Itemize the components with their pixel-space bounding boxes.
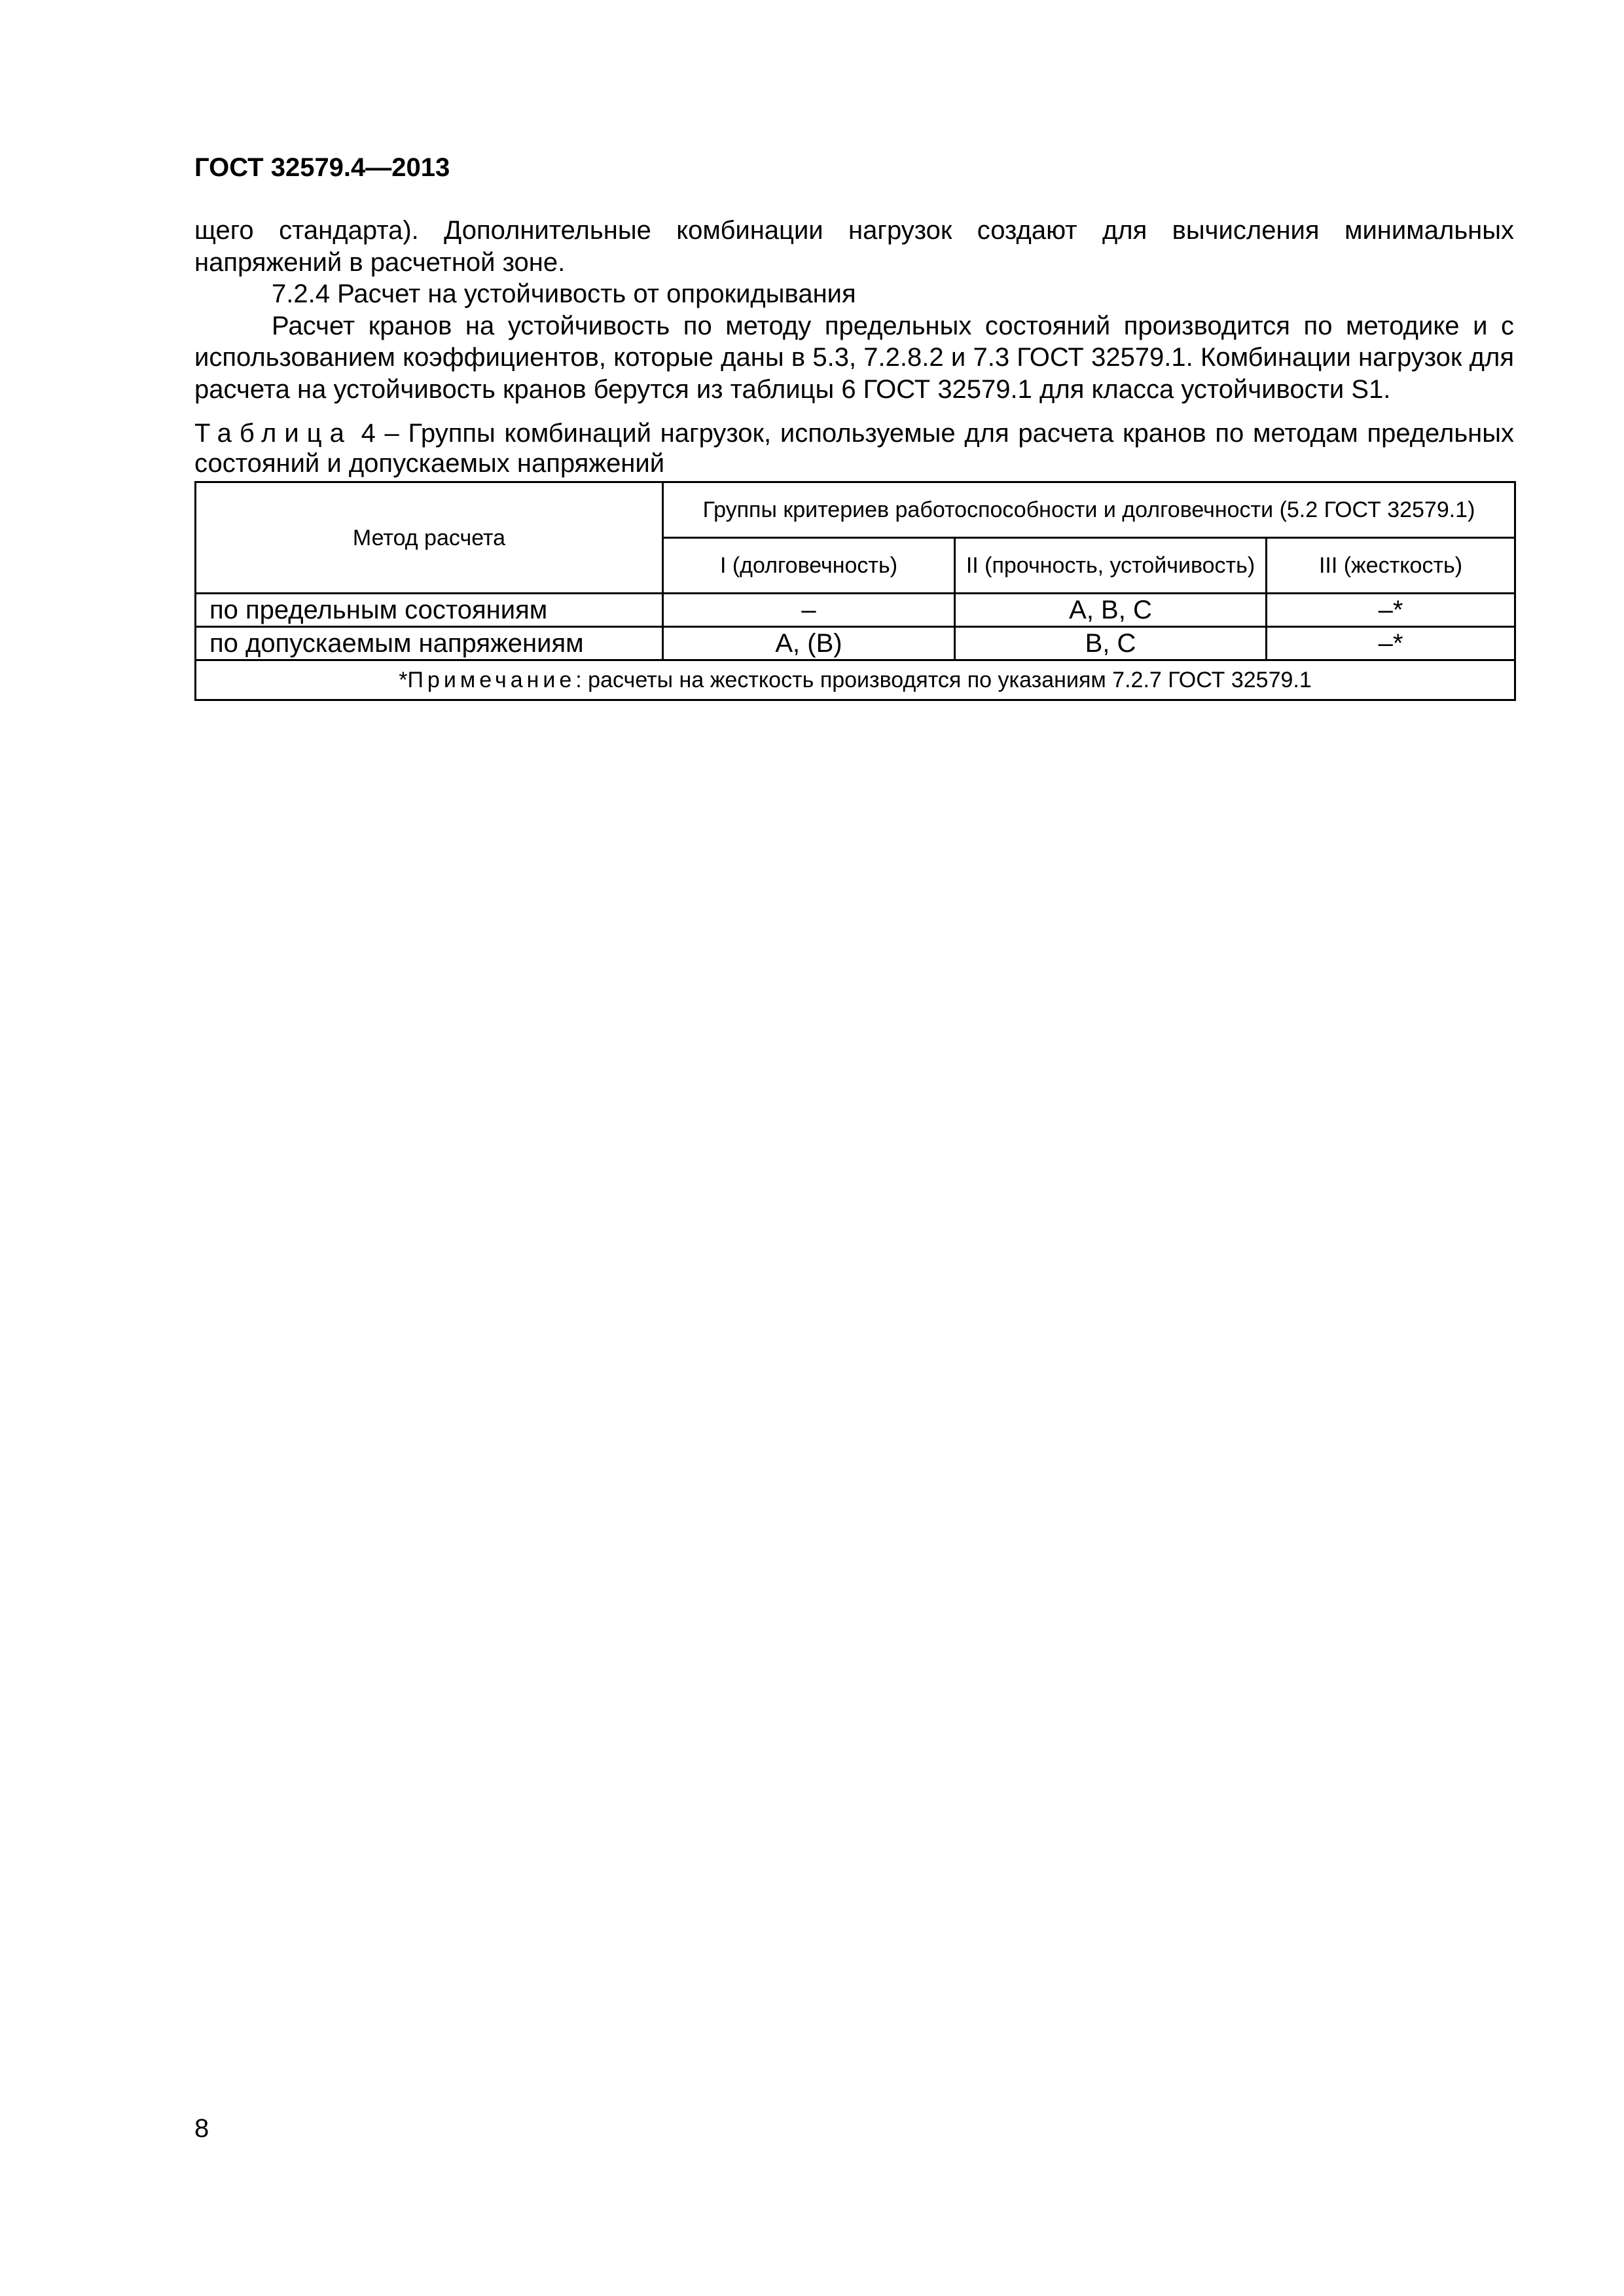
table-caption-text: 4 – Группы комбинаций нагрузок, используемые для расчета кранов по методам предельных состояний и допускаемых напряжений xyxy=(194,419,1514,478)
header-criteria-groups: Группы критериев работоспособности и долговечности (5.2 ГОСТ 32579.1) xyxy=(663,482,1515,538)
row-group-1: – xyxy=(663,594,955,627)
paragraph-stability: Расчет кранов на устойчивость по методу предельных состояний производится по методике и с использованием коэффициентов, которые даны в 5.3, 7.2.8.2 и 7.3 ГОСТ 32579.1. Комбинации нагрузок для расчета на устойчивость кранов берутся из таблицы 6 ГОСТ 32579.1 для класса устойчивости S1. xyxy=(194,311,1514,404)
note-text: : расчеты на жесткость производятся по указаниям 7.2.7 ГОСТ 32579.1 xyxy=(575,668,1312,692)
header-group-3: III (жесткость) xyxy=(1267,538,1515,594)
load-combination-table xyxy=(194,481,1516,701)
row-group-2: B, C xyxy=(955,627,1267,660)
row-group-3: –* xyxy=(1267,627,1515,660)
section-heading: 7.2.4 Расчет на устойчивость от опрокидывания xyxy=(272,279,856,308)
paragraph-continuation: щего стандарта). Дополнительные комбинации нагрузок создают для вычисления минимальных напряжений в расчетной зоне. xyxy=(194,216,1514,277)
table-row xyxy=(196,594,1515,627)
header-group-1: I (долговечность) xyxy=(663,538,955,594)
table-header-row xyxy=(196,482,1515,538)
row-group-1: A, (B) xyxy=(663,627,955,660)
row-group-3: –* xyxy=(1267,594,1515,627)
note-label: Примечание xyxy=(407,668,576,692)
document-header: ГОСТ 32579.4—2013 xyxy=(194,153,450,182)
table-note xyxy=(196,660,1515,700)
page-number: 8 xyxy=(194,2114,209,2143)
header-method: Метод расчета xyxy=(196,482,663,594)
table-caption xyxy=(194,418,1514,478)
table-note-row xyxy=(196,660,1515,700)
table-caption-label: Таблица xyxy=(194,419,352,448)
header-group-2: II (прочность, устойчивость) xyxy=(955,538,1267,594)
row-method: по предельным состояниям xyxy=(196,594,663,627)
page-content xyxy=(194,215,1514,701)
note-marker: * xyxy=(399,668,408,692)
table-row xyxy=(196,627,1515,660)
row-group-2: A, B, C xyxy=(955,594,1267,627)
row-method: по допускаемым напряжениям xyxy=(196,627,663,660)
